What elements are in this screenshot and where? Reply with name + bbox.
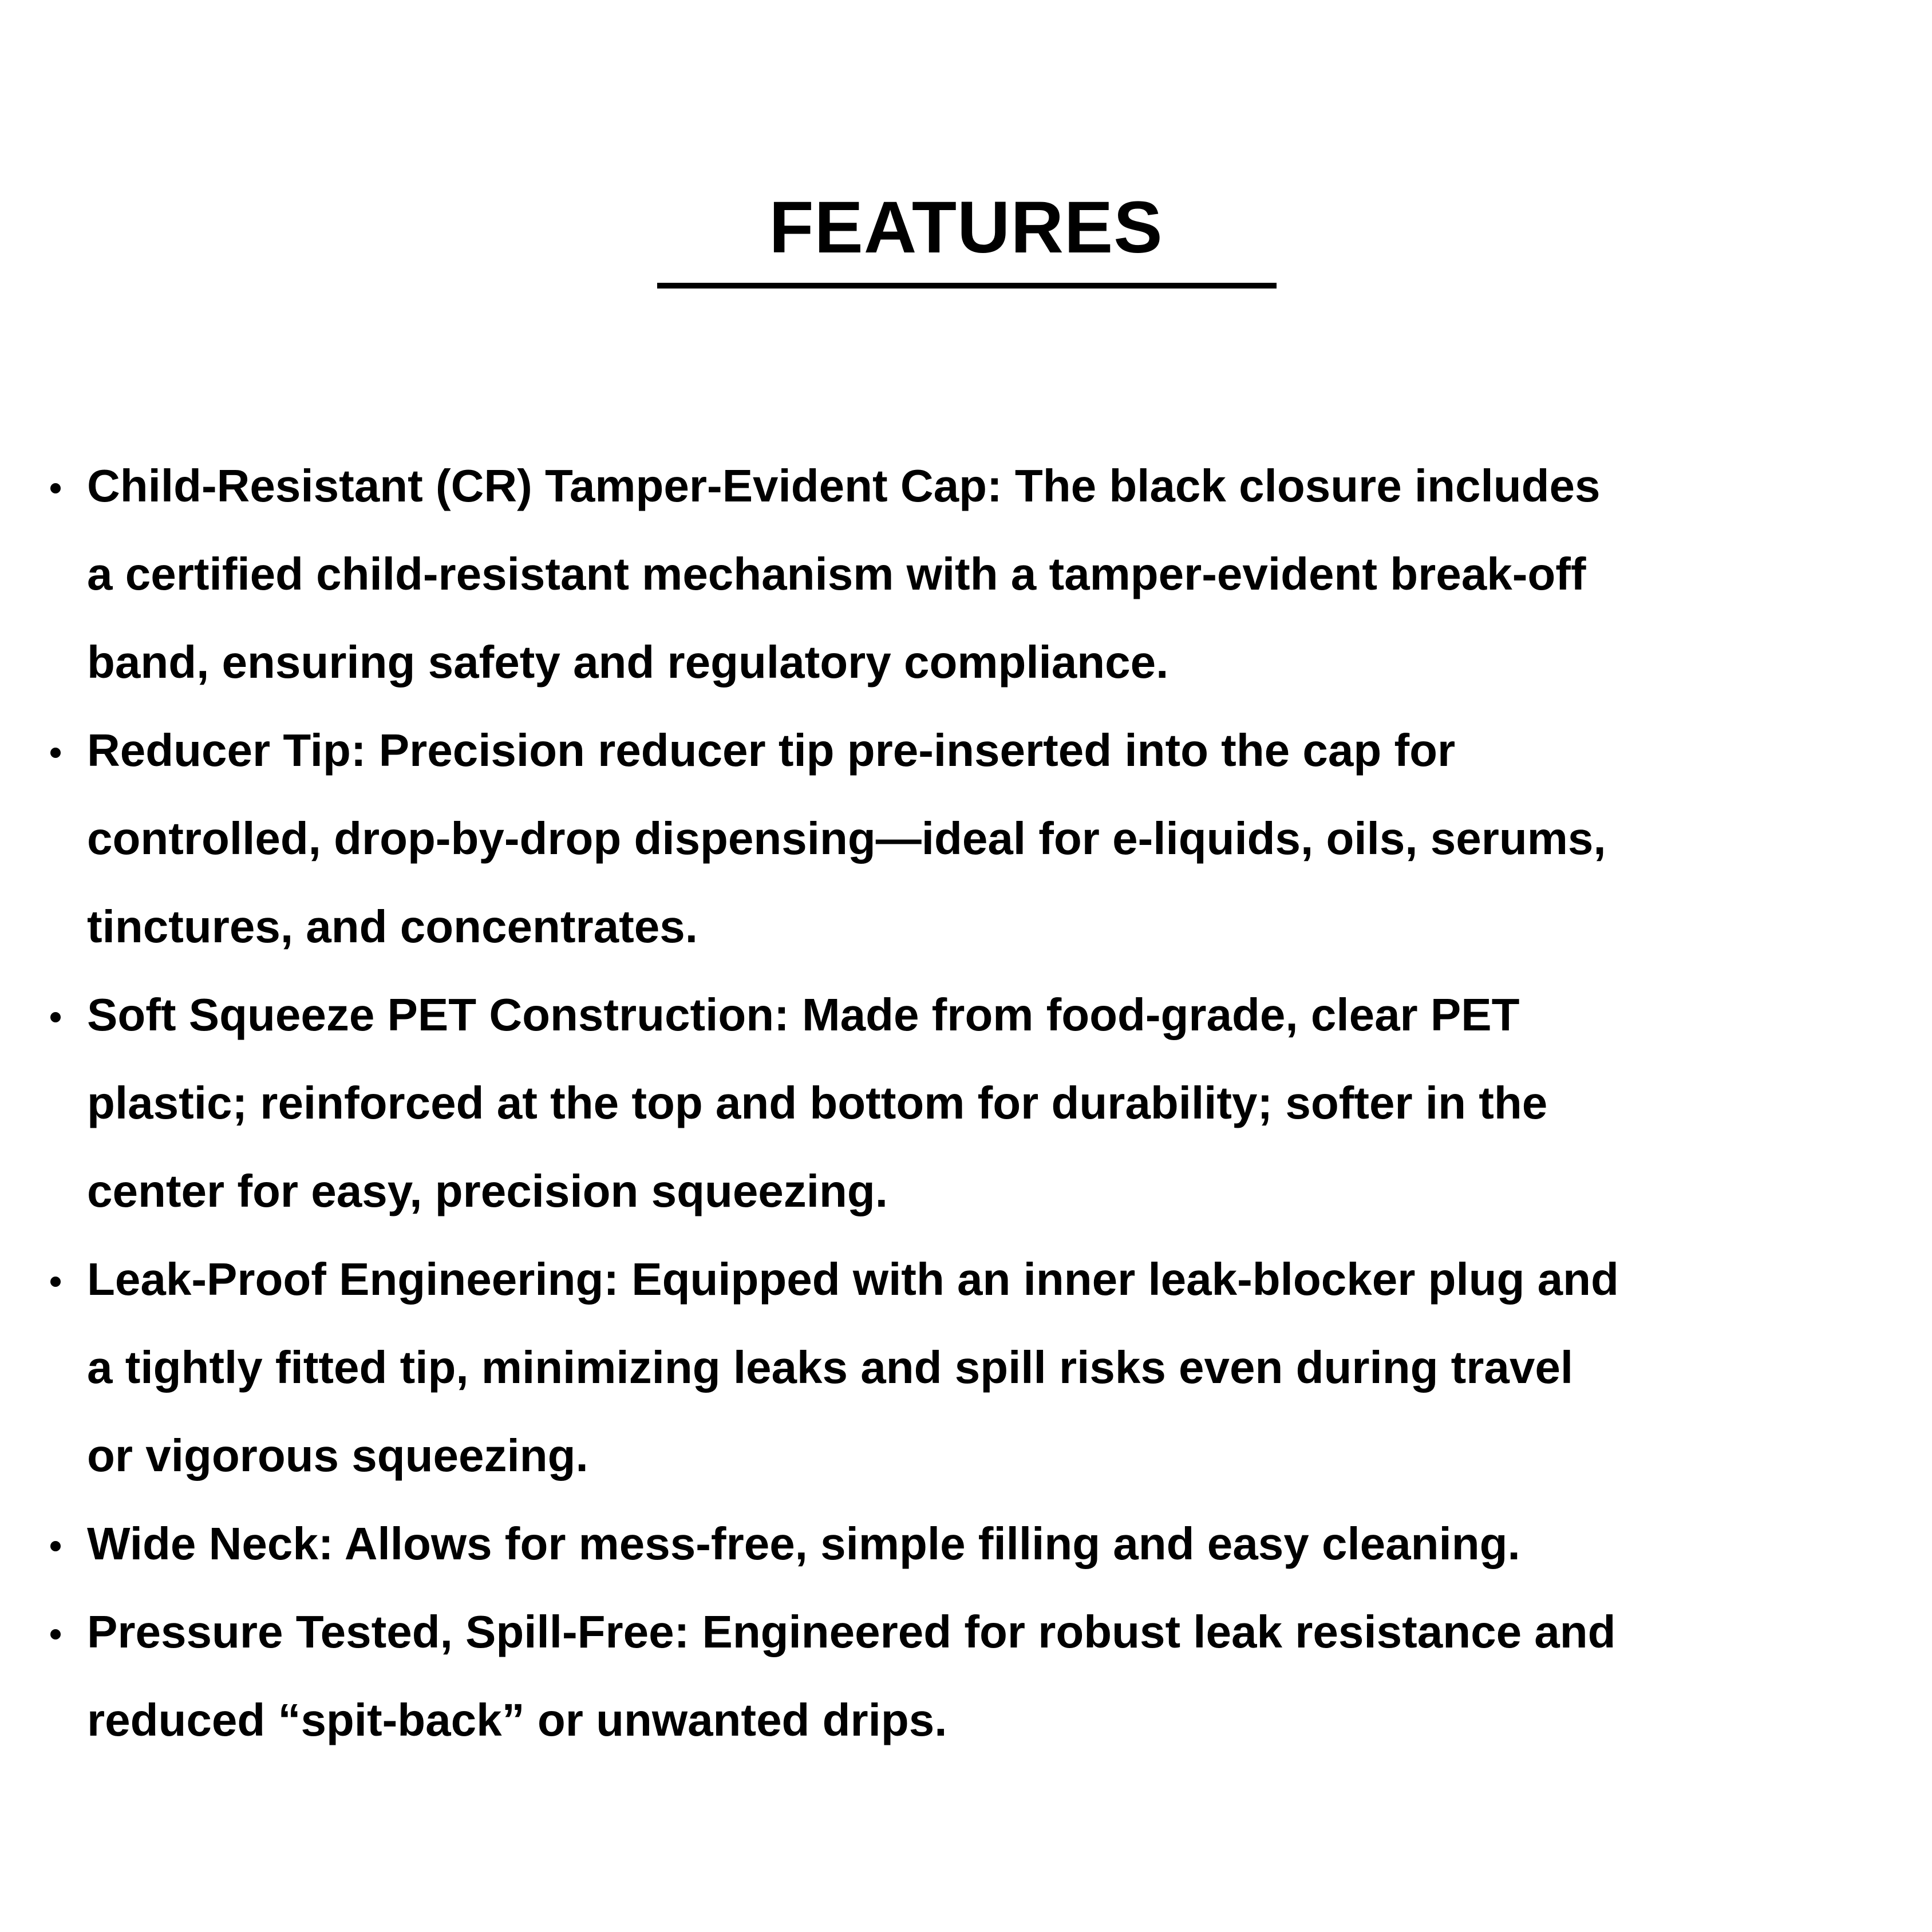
feature-line: controlled, drop-by-drop dispensing—ideal for e-liquids, oils, serums,: [87, 813, 1606, 864]
bullet-icon: [50, 1012, 61, 1022]
feature-line: reduced “spit-back” or unwanted drips.: [87, 1694, 947, 1745]
feature-item: [39, 442, 1928, 706]
feature-line: plastic; reinforced at the top and bottom for durability; softer in the: [87, 1077, 1548, 1128]
feature-line: a tightly fitted tip, minimizing leaks and spill risks even during travel: [87, 1342, 1574, 1393]
bullet-icon: [50, 1541, 61, 1551]
feature-item: [39, 1235, 1928, 1500]
bullet-icon: [50, 1277, 61, 1287]
feature-line: Reducer Tip: Precision reducer tip pre-inserted into the cap for: [87, 725, 1456, 776]
feature-line: tinctures, and concentrates.: [87, 901, 698, 952]
bullet-icon: [50, 748, 61, 758]
feature-line: Wide Neck: Allows for mess-free, simple filling and easy cleaning.: [87, 1518, 1520, 1569]
bullet-icon: [50, 483, 61, 493]
feature-line: a certified child-resistant mechanism with a tamper-evident break-off: [87, 548, 1586, 599]
feature-line: center for easy, precision squeezing.: [87, 1165, 888, 1216]
feature-line: band, ensuring safety and regulatory compliance.: [87, 637, 1169, 688]
feature-item: [39, 1500, 1928, 1588]
feature-line: Child-Resistant (CR) Tamper-Evident Cap: The black closure includes: [87, 460, 1601, 511]
feature-item: [39, 1588, 1928, 1764]
feature-item: [39, 706, 1928, 971]
title-underline: [657, 283, 1277, 289]
bullet-icon: [50, 1629, 61, 1639]
feature-line: Leak-Proof Engineering: Equipped with an inner leak-blocker plug and: [87, 1254, 1619, 1305]
feature-line: Soft Squeeze PET Construction: Made from food-grade, clear PET: [87, 989, 1520, 1040]
page-title: FEATURES: [769, 187, 1163, 268]
feature-line: or vigorous squeezing.: [87, 1430, 588, 1481]
features-list: [39, 442, 1928, 1764]
feature-item: [39, 971, 1928, 1235]
feature-line: Pressure Tested, Spill-Free: Engineered for robust leak resistance and: [87, 1606, 1616, 1657]
